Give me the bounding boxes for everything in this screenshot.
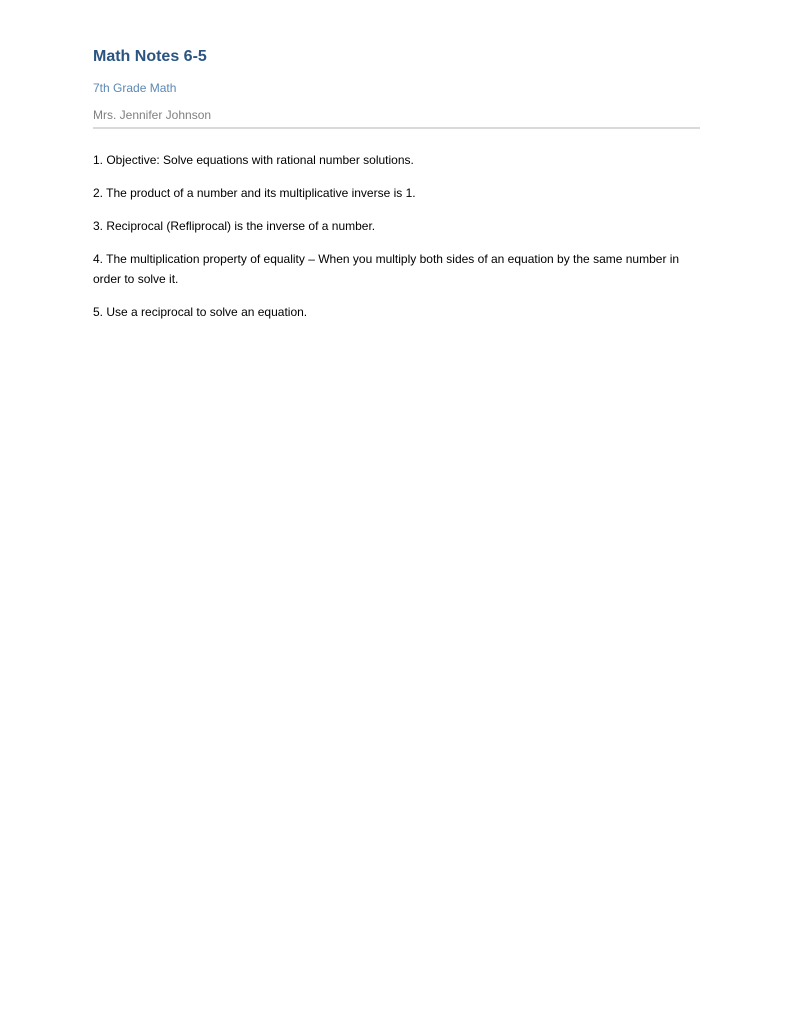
document-author: Mrs. Jennifer Johnson	[93, 107, 700, 129]
document-page	[93, 44, 700, 335]
note-item: 1. Objective: Solve equations with rational number solutions.	[93, 153, 414, 167]
note-item: 2. The product of a number and its multiplicative inverse is 1.	[93, 186, 416, 200]
document-subtitle: 7th Grade Math	[93, 81, 177, 95]
notes-list	[93, 150, 700, 322]
document-title: Math Notes 6-5	[93, 48, 207, 65]
note-item: 5. Use a reciprocal to solve an equation.	[93, 305, 308, 319]
note-item: 4. The multiplication property of equality – When you multiply both sides of an equation by the same number in order to solve it.	[93, 252, 680, 286]
note-item: 3. Reciprocal (Refliprocal) is the inverse of a number.	[93, 219, 376, 233]
